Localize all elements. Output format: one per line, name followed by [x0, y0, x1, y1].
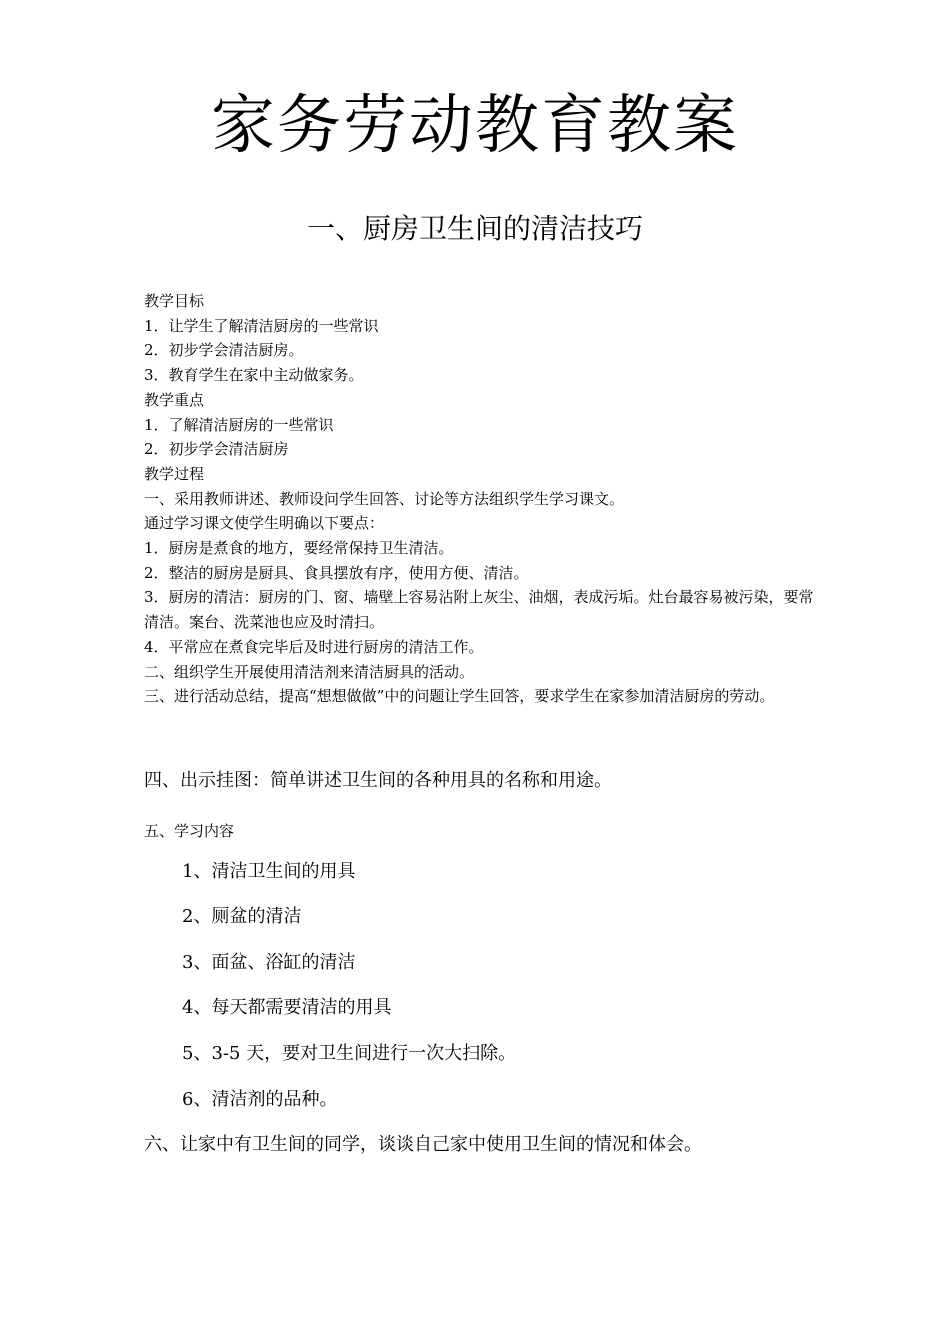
- key-point: 3．厨房的清洁：厨房的门、窗、墙壁上容易沾附上灰尘、油烟，表成污垢。灶台最容易被污染，要常清洁。案台、洗菜池也应及时清扫。: [144, 588, 814, 632]
- process-step: 三、进行活动总结，提高“想想做做”中的问题让学生回答，要求学生在家参加清洁厨房的劳动。: [144, 687, 775, 706]
- heading-teaching-goals: 教学目标: [144, 292, 205, 310]
- heading-teaching-process: 教学过程: [144, 464, 205, 483]
- key-point: 2．整洁的厨房是厨具、食具摆放有序，使用方便、清洁。: [144, 563, 529, 582]
- section-six: 六、让家中有卫生间的同学，谈谈自己家中使用卫生间的情况和体会。: [144, 1134, 702, 1155]
- document-title: 家务劳动教育教案: [211, 89, 739, 163]
- heading-teaching-focus: 教学重点: [144, 390, 205, 409]
- goal-item: 2．初步学会清洁厨房。: [144, 341, 304, 360]
- process-step: 一、采用教师讲述、教师设问学生回答、讨论等方法组织学生学习课文。: [144, 489, 625, 508]
- study-item: 3、面盆、浴缸的清洁: [182, 952, 356, 973]
- study-item: 2、厕盆的清洁: [182, 906, 302, 927]
- process-step: 二、组织学生开展使用清洁剂来清洁厨具的活动。: [144, 662, 475, 681]
- study-item: 4、每天都需要清洁的用具: [182, 997, 392, 1018]
- lesson-body: [144, 289, 814, 709]
- section-four: 四、出示挂图：简单讲述卫生间的各种用具的名称和用途。: [144, 770, 612, 791]
- study-item: 5、3-5 天，要对卫生间进行一次大扫除。: [182, 1043, 517, 1064]
- study-item: 1、清洁卫生间的用具: [182, 861, 356, 882]
- goal-item: 1．让学生了解清洁厨房的一些常识: [144, 316, 379, 335]
- key-point: 4．平常应在煮食完毕后及时进行厨房的清洁工作。: [144, 637, 484, 656]
- section-title: 一、厨房卫生间的清洁技巧: [306, 212, 643, 245]
- study-item: 6、清洁剂的品种。: [182, 1089, 338, 1110]
- focus-item: 1．了解清洁厨房的一些常识: [144, 415, 334, 434]
- goal-item: 3．教育学生在家中主动做家务。: [144, 366, 364, 385]
- focus-item: 2．初步学会清洁厨房: [144, 440, 289, 459]
- process-text: 通过学习课文使学生明确以下要点：: [144, 514, 385, 533]
- key-point: 1．厨房是煮食的地方，要经常保持卫生清洁。: [144, 539, 454, 558]
- section-five: 五、学习内容: [144, 822, 235, 840]
